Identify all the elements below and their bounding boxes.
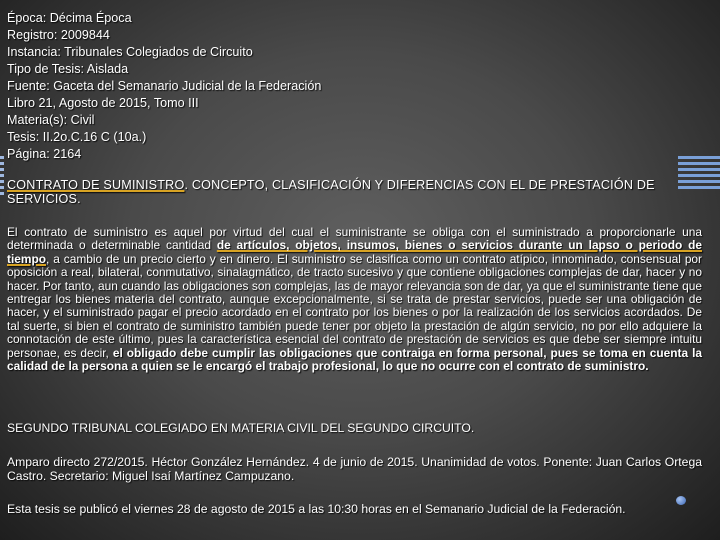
- tesis-line: Tesis: II.2o.C.16 C (10a.): [7, 130, 147, 144]
- body-highlight: de artículos, objetos, insumos, bienes o servicios durante un lapso o periodo de tiempo: [7, 238, 702, 266]
- libro-line: Libro 21, Agosto de 2015, Tomo III: [7, 96, 199, 110]
- materia-line: Materia(s): Civil: [7, 113, 95, 127]
- metadata-block: [7, 10, 321, 163]
- tribunal-name: SEGUNDO TRIBUNAL COLEGIADO EN MATERIA CIVIL DEL SEGUNDO CIRCUITO.: [7, 421, 475, 435]
- bullet-dot-icon: [676, 496, 686, 505]
- body-text-2: , a cambio de un precio cierto y en dinero. El suministro se clasifica como un contrato atípico, innominado, consensual por oposición a real, bilateral, conmutativo, sinalagmático, de tracto sucesivo y que contiene obligaciones complejas de dar, hacer y no hacer. Por tanto, aun cuando las obligaciones son complejas, las de mayor relevancia son de dar, ya que el suministrante tiene que entregar los bienes materia del contrato, aunque excepcionalmente, si se trata de prestar servicios, puede ser una obligación de hacer, y el suministrado pagar el precio acordado en el contrato por los bienes o por la realización de los servicios acordados. De tal suerte, si bien el contrato de suministro también puede tener por objeto la prestación de algún servicio, no por ello adquiere la connotación de este último, pues la característica esencial del contrato de prestación de servicios es que debe ser siempre intuitu personae, es decir,: [7, 251, 702, 360]
- body-text-1: El contrato de suministro es aquel por virtud del cual el suministrante se obliga con el suministrado a proporcionarle una determinada o determinable cantidad: [7, 225, 702, 253]
- fuente-line: Fuente: Gaceta del Semanario Judicial de la Federación: [7, 79, 322, 93]
- registro-line: Registro: 2009844: [7, 28, 110, 42]
- left-decoration: [0, 156, 4, 198]
- title-rest: . CONCEPTO, CLASIFICACIÓN Y DIFERENCIAS CON EL DE PRESTACIÓN DE SERVICIOS.: [7, 178, 655, 206]
- pagina-line: Página: 2164: [7, 147, 82, 161]
- thesis-title: [7, 179, 711, 206]
- instancia-line: Instancia: Tribunales Colegiados de Circuito: [7, 45, 253, 59]
- publication-note: Esta tesis se publicó el viernes 28 de agosto de 2015 a las 10:30 horas en el Semanario Judicial de la Federación.: [7, 502, 626, 516]
- body-bold-conclusion: el obligado debe cumplir las obligaciones que contraiga en forma personal, pues se toma en cuenta la calidad de la persona a quien se le encargó el trabajo profesional, lo que no ocurre con el contrato de suministro.: [7, 345, 702, 374]
- tipo-line: Tipo de Tesis: Aislada: [7, 62, 129, 76]
- title-term-link[interactable]: CONTRATO DE SUMINISTRO: [7, 178, 185, 192]
- epoca-line: Época: Décima Época: [7, 11, 132, 25]
- amparo-details: Amparo directo 272/2015. Héctor González Hernández. 4 de junio de 2015. Unanimidad de votos. Ponente: Juan Carlos Ortega Castro. Secretario: Miguel Isaí Martínez Campuzano.: [7, 455, 702, 483]
- thesis-body: [7, 226, 702, 373]
